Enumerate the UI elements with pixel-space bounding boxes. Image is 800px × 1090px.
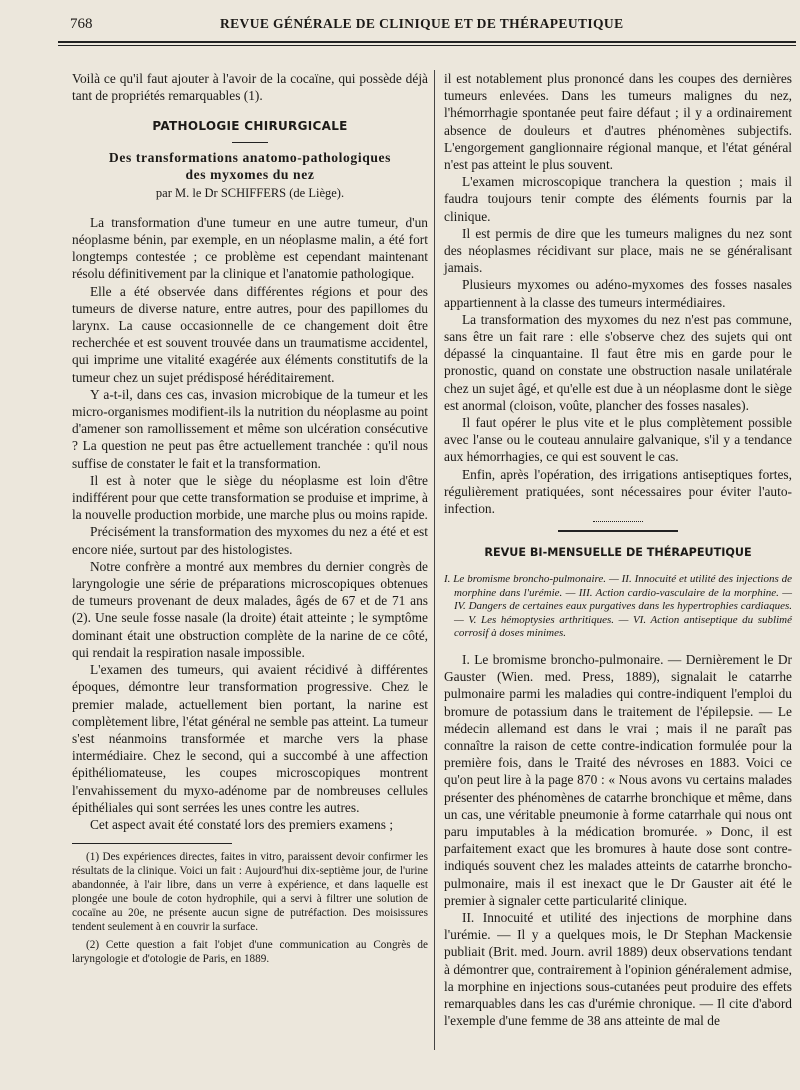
paragraph: il est notablement plus prononcé dans les coupes des dernières tumeurs enlevées. Dans les tumeurs malignes du nez, l'hémorrhagie spontanée peut faire défaut ; il y a ordinairement absence de douleurs et d'autres phénomènes subjectifs. L'engorgement ganglionnaire régional manque, et l'état général n'est pas atteint le plus souvent. <box>444 71 792 173</box>
page-header <box>70 12 792 38</box>
paragraph: Il est permis de dire que les tumeurs malignes du nez sont des néoplasmes récidivant sur place, mais ne se généralisant jamais. <box>444 225 792 276</box>
footnote-rule <box>72 843 232 844</box>
left-column <box>72 70 428 970</box>
paragraph: L'examen microscopique tranchera la question ; mais il faudra toujours tenir compte des éléments fournis par la clinique. <box>444 174 792 224</box>
paragraph: Voilà ce qu'il faut ajouter à l'avoir de la cocaïne, qui possède déjà tant de propriétés remarquables (1). <box>72 71 428 104</box>
article-title <box>72 149 428 183</box>
ornament-rule <box>593 521 643 522</box>
footnote: (2) Cette question a fait l'objet d'une communication au Congrès de laryngologie et d'otologie de Paris, en 1889. <box>72 939 428 966</box>
section-rule <box>558 530 678 532</box>
paragraph: Il faut opérer le plus vite et le plus complètement possible avec l'anse ou le couteau annulaire galvanique, s'il y a tendance aux hémorrhagies, ce qui est souvent le cas. <box>444 415 792 465</box>
section-title: PATHOLOGIE CHIRURGICALE <box>152 119 348 134</box>
footnote: (1) Des expériences directes, faites in vitro, paraissent devoir confirmer les résultats de la clinique. Voici un fait : Aujourd'hui dix-septième jour, de l'urine abandonnée, à l'air libre, dans un verre à expérience, et dans laquelle est plongée une boule de coton hydrophile, qui a servi à filtrer une solution de cocaïne au 20e, ne présente aucun signe de putréfaction. Des moisissures tendent seulement à en couvrir la surface. <box>72 851 428 934</box>
article-title-line: Des transformations anatomo-pathologiques <box>108 149 392 165</box>
running-title: REVUE GÉNÉRALE DE CLINIQUE ET DE THÉRAPEUTIQUE <box>220 16 624 31</box>
footnotes <box>72 850 428 966</box>
header-rule-thin <box>58 45 796 46</box>
header-rule <box>58 41 796 43</box>
summary: I. Le bromisme broncho-pulmonaire. — II. Innocuité et utilité des injections de morphine dans l'urémie. — III. Action cardio-vasculaire de la morphine. — IV. Dangers de certaines eaux purgatives dans les hypertrophies cardiaques. — V. Les hémoptysies arthritiques. — VI. Action antiseptique du sublimé corrosif à doses minimes. <box>444 573 792 640</box>
paragraph: L'examen des tumeurs, qui avaient récidivé à différentes époques, démontre leur transformation progressive. Chez le premier malade, actuellement bien portant, la narine est complètement libre, l'état général ne semble pas atteint. La tumeur s'est néanmoins transformée et marche vers la phase intermédiaire. Chez le second, qui a succombé à une affection épithéliomateuse, les coupes microscopiques montrent l'envahissement du myxo-adénome par de nombreuses cellules épithéliales qui sont serrées les unes contre les autres. <box>72 662 429 815</box>
paragraph: La transformation des myxomes du nez n'est pas commune, sans être un fait rare : elle s'observe chez des sujets qui ont dépassé la cinquantaine. Il faut être mis en garde pour le pronostic, quand on constate une obstruction nasale unilatérale chez un sujet âgé, et qu'elle est due à un néoplasme dont le siège est anormal (cloison, voûte, plancher des fosses nasales). <box>444 311 792 413</box>
paragraph: Elle a été observée dans différentes régions et pour des tumeurs de diverse nature, entre autres, pour des papillomes du larynx. La cause occasionnelle de ce changement doit être recherchée et est souvent trouvée dans un traumatisme accidentel, qui imprime une vitalité exagérée aux éléments constitutifs de la tumeur chez un sujet prédisposé héréditairement. <box>72 283 428 385</box>
review-title: REVUE BI-MENSUELLE DE THÉRAPEUTIQUE <box>484 546 752 560</box>
paragraph: II. Innocuité et utilité des injections de morphine dans l'urémie. — Il y a quelques mois, le Dr Stephan Mackensie publiait (Brit. med. Journ. avril 1889) deux observations tendant à démontrer que, contrairement à l'opinion généralement admise, la morphine en injections sous-cutanées peut produire des effets remarquables dans les cas d'urémie chronique. — Il cite d'abord l'exemple d'une femme de 38 ans atteinte de mal de <box>444 910 792 1029</box>
paragraph: Y a-t-il, dans ces cas, invasion microbique de la tumeur et les micro-organismes modifient-ils la nutrition du néoplasme au point d'amener son ramollissement et même son ulcération consécutive ? La question ne peut pas être actuellement tranchée : qu'il nous suffise de constater le fait et la transformation. <box>72 386 428 471</box>
paragraph: Enfin, après l'opération, des irrigations antiseptiques fortes, régulièrement pratiquées, sont nécessaires pour éviter l'auto-infection. <box>444 466 792 517</box>
paragraph: La transformation d'une tumeur en une autre tumeur, d'un néoplasme bénin, par exemple, en un néoplasme malin, a été fort longtemps contestée ; ce problème est cependant maintenant résolu définitivement par la clinique et l'anatomie pathologique. <box>72 214 428 282</box>
right-column <box>444 70 792 1029</box>
paragraph: Précisément la transformation des myxomes du nez a été et est encore niée, surtout par des histologistes. <box>72 524 428 557</box>
page-number: 768 <box>70 16 93 32</box>
paragraph: Cet aspect avait été constaté lors des premiers examens ; <box>90 816 394 832</box>
paragraph: Plusieurs myxomes ou adéno-myxomes des fosses nasales appartiennent à la classe des tumeurs intermédiaires. <box>444 277 792 310</box>
paragraph: Notre confrère a montré aux membres du dernier congrès de laryngologie une série de préparations microscopiques obtenues de tumeurs provenant de deux malades, âgés de 67 et de 71 ans (2). Une seule fosse nasale (la droite) était atteinte ; le symptôme dominant était une obstruction complète de la narine de ce côté, qui rendait la respiration nasale impossible. <box>72 558 428 660</box>
column-divider <box>434 70 435 1050</box>
article-title-line: des myxomes du nez <box>185 166 315 182</box>
paragraph: Il est à noter que le siège du néoplasme est loin d'être indifférent pour que cette transformation se produise et imprime, à la nouvelle production morbide, une marche plus ou moins rapide. <box>72 472 428 523</box>
divider-rule <box>232 142 268 143</box>
byline: par M. le Dr SCHIFFERS (de Liège). <box>155 185 345 200</box>
paragraph: I. Le bromisme broncho-pulmonaire. — Dernièrement le Dr Gauster (Wien. med. Press, 1889), signalait le catarrhe pulmonaire parmi les maladies qui contre-indiquent l'emploi du bromure de potassium dans le traitement de l'épilepsie. — Le médecin allemand est dans le vrai ; mais il ne paraît pas connaître la raison de cette contre-indication formulée pour la première fois, dans le Traité des névroses en 1883. Voici ce qu'on peut lire à la page 870 : « Nous avons vu certains malades présenter des phénomènes de catarrhe bronchique et même, dans un cas, une véritable pneumonie à forme catarrhale qui nous ont paru imputables à la médication bromurée. » Donc, il est parfaitement exact que les bromures à haute dose sont contre-indiqués souvent chez les malades atteints de catarrhe broncho-pulmonaire, mais il est inexact que le Dr Gauster ait été le premier à signaler cette particularité clinique. <box>444 651 792 908</box>
